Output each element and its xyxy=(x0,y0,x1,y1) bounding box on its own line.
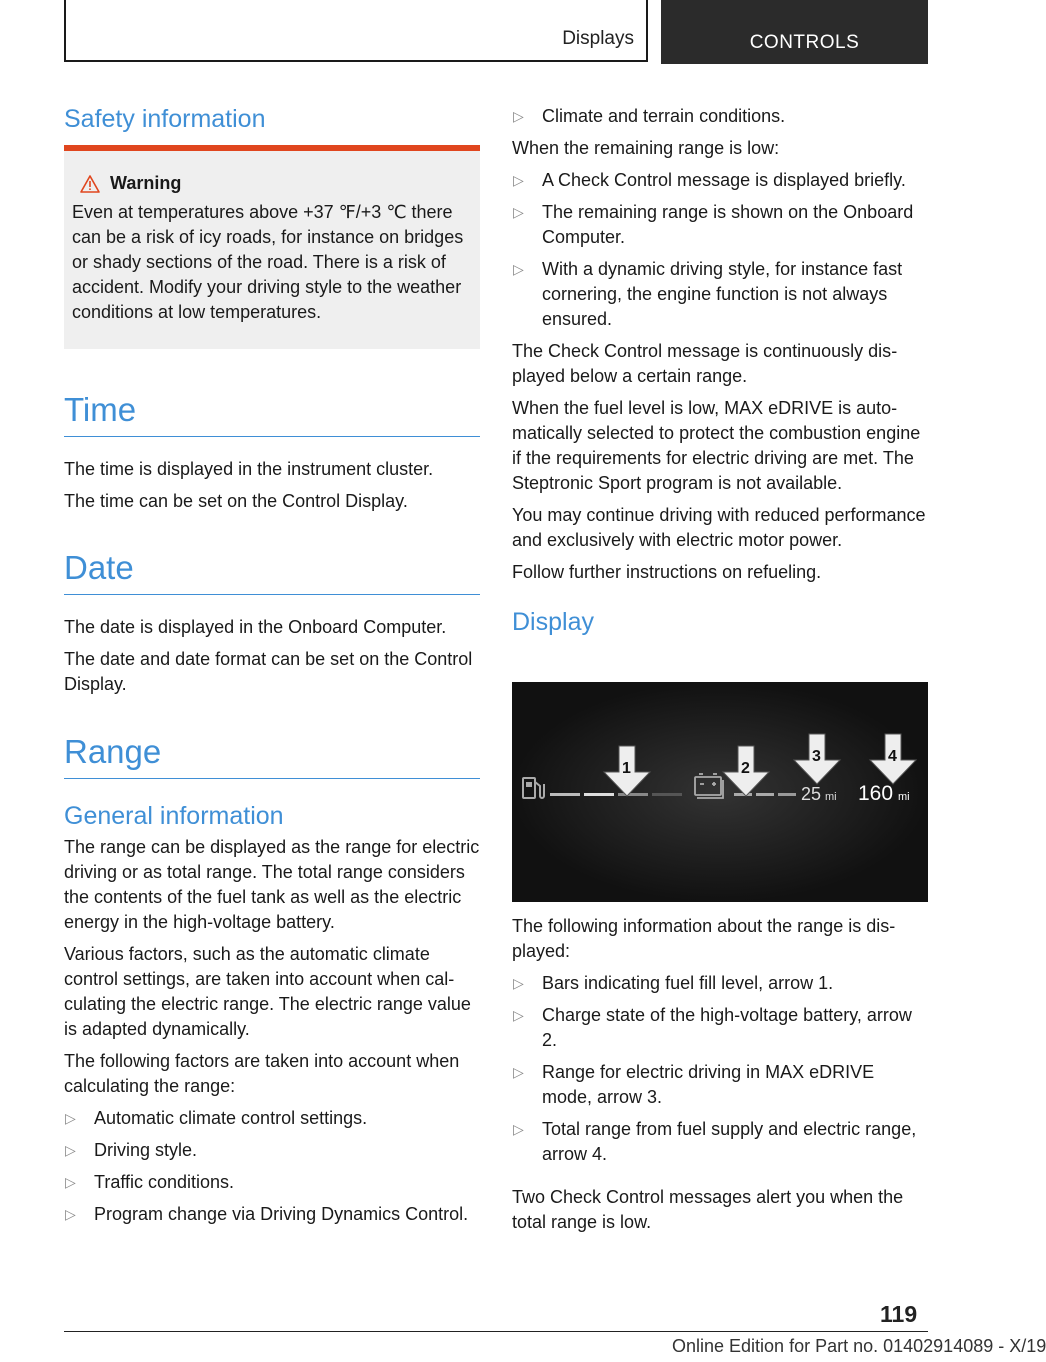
electric-range-unit: mi xyxy=(825,791,837,803)
safety-title-block xyxy=(64,104,480,134)
list-item: ▷ Program change via Driving Dynamics Control. xyxy=(64,1202,480,1227)
fuel-low-paragraph: When the fuel level is low, MAX eDRIVE is automatically selected to protect the combustion engine if the requirements for electric driving are met. The Steptronic Sport program is not available. xyxy=(512,398,921,493)
header-section-label: Displays xyxy=(562,28,634,49)
list-item: ▷ Charge state of the high-voltage battery, arrow 2. xyxy=(512,1003,928,1053)
following-info-paragraph: The following information about the range is displayed: xyxy=(512,916,896,961)
date-paragraph-1: The date is displayed in the Onboard Computer. xyxy=(64,616,447,637)
arrow-2-label: 2 xyxy=(741,760,750,777)
page-header xyxy=(64,0,928,64)
bullet-triangle-icon: ▷ xyxy=(513,172,524,188)
date-heading: Date xyxy=(64,548,480,595)
range-paragraph-2: Various factors, such as the automatic climate control settings, are taken into account when calculating the electric range. The electric range value is adapted dynamically. xyxy=(64,943,471,1039)
footer-edition: Online Edition for Part no. 01402914089 - X/19 xyxy=(672,1336,1046,1356)
warning-box xyxy=(64,145,480,349)
list-item: ▷ With a dynamic driving style, for instance fast cornering, the engine function is not always ensured. xyxy=(512,257,928,332)
warning-triangle-icon xyxy=(80,175,100,193)
warning-label: Warning xyxy=(110,173,182,193)
refueling-paragraph: Follow further instructions on refueling. xyxy=(512,562,822,582)
range-heading: Range xyxy=(64,732,480,779)
electric-range-value: 25 xyxy=(801,784,822,804)
list-item: ▷ Driving style. xyxy=(64,1138,480,1163)
two-messages-paragraph: Two Check Control messages alert you when the total range is low. xyxy=(512,1187,904,1232)
range-info-list xyxy=(512,971,928,1167)
time-heading: Time xyxy=(64,390,480,437)
footer-divider xyxy=(64,1331,928,1332)
range-subheading: General information xyxy=(64,801,284,830)
bullet-triangle-icon: ▷ xyxy=(65,1205,76,1222)
list-item: ▷ The remaining range is shown on the Onboard Computer. xyxy=(512,200,928,250)
date-section xyxy=(64,548,480,697)
warning-heading xyxy=(80,173,472,194)
range-paragraph-3: The following factors are taken into account when calculating the range: xyxy=(64,1050,460,1096)
range-section xyxy=(64,732,480,1227)
list-item: ▷ Climate and terrain conditions. xyxy=(512,104,928,129)
bullet-triangle-icon: ▷ xyxy=(513,204,524,220)
time-paragraph-1: The time is displayed in the instrument cluster. xyxy=(64,458,434,479)
total-range-value: 160 xyxy=(858,782,894,805)
list-item: ▷ Traffic conditions. xyxy=(64,1170,480,1195)
time-paragraph-2: The time can be set on the Control Display. xyxy=(64,490,408,511)
bullet-triangle-icon: ▷ xyxy=(513,261,524,277)
list-item: ▷ Range for electric driving in MAX eDRIVE mode, arrow 3. xyxy=(512,1060,928,1110)
display-heading: Display xyxy=(512,608,594,636)
right-column-bottom xyxy=(512,914,928,1235)
total-range-unit: mi xyxy=(898,791,910,803)
header-chapter-tab xyxy=(661,0,928,64)
date-paragraph-2: The date and date format can be set on the Control Display. xyxy=(64,648,473,694)
header-section-tab xyxy=(64,0,648,62)
list-item: ▷ Total range from fuel supply and electric range, arrow 4. xyxy=(512,1117,928,1167)
page-number: 119 xyxy=(880,1301,918,1327)
bullet-triangle-icon: ▷ xyxy=(65,1173,76,1190)
bullet-triangle-icon: ▷ xyxy=(513,1121,524,1137)
range-display-illustration xyxy=(512,682,928,902)
arrow-4-label: 4 xyxy=(888,748,897,765)
low-range-intro: When the remaining range is low: xyxy=(512,138,780,158)
bullet-triangle-icon: ▷ xyxy=(513,975,524,991)
range-paragraph-1: The range can be displayed as the range for electric driving or as total range. The total range considers the contents of the fuel tank as well as the electric energy in the high-voltage battery. xyxy=(64,836,480,932)
right-column-top xyxy=(512,104,928,637)
time-section xyxy=(64,390,480,514)
bullet-triangle-icon: ▷ xyxy=(513,1007,524,1023)
list-item: ▷ A Check Control message is displayed briefly. xyxy=(512,168,928,193)
range-factor-list xyxy=(64,1106,480,1227)
list-item: ▷ Bars indicating fuel fill level, arrow 1. xyxy=(512,971,928,996)
low-range-list xyxy=(512,168,928,332)
continuous-message-paragraph: The Check Control message is continuously displayed below a certain range. xyxy=(512,341,898,386)
list-item: ▷ Automatic climate control settings. xyxy=(64,1106,480,1131)
range-display-figure xyxy=(512,682,928,902)
safety-title: Safety information xyxy=(64,105,266,133)
bullet-triangle-icon: ▷ xyxy=(513,108,524,124)
header-chapter-label: CONTROLS xyxy=(749,32,860,53)
arrow-3-label: 3 xyxy=(812,748,821,765)
continue-driving-paragraph: You may continue driving with reduced performance and exclusively with electric motor power. xyxy=(512,505,926,550)
bullet-triangle-icon: ▷ xyxy=(65,1141,76,1158)
bullet-triangle-icon: ▷ xyxy=(513,1064,524,1080)
bullet-triangle-icon: ▷ xyxy=(65,1109,76,1126)
warning-text: Even at temperatures above +37 ℉/+3 ℃ there can be a risk of icy roads, for instance on bridges or shady sections of the road. There is a risk of accident. Modify your driving style to the weather conditions at low temperatures. xyxy=(72,202,464,322)
arrow-1-label: 1 xyxy=(622,760,631,777)
